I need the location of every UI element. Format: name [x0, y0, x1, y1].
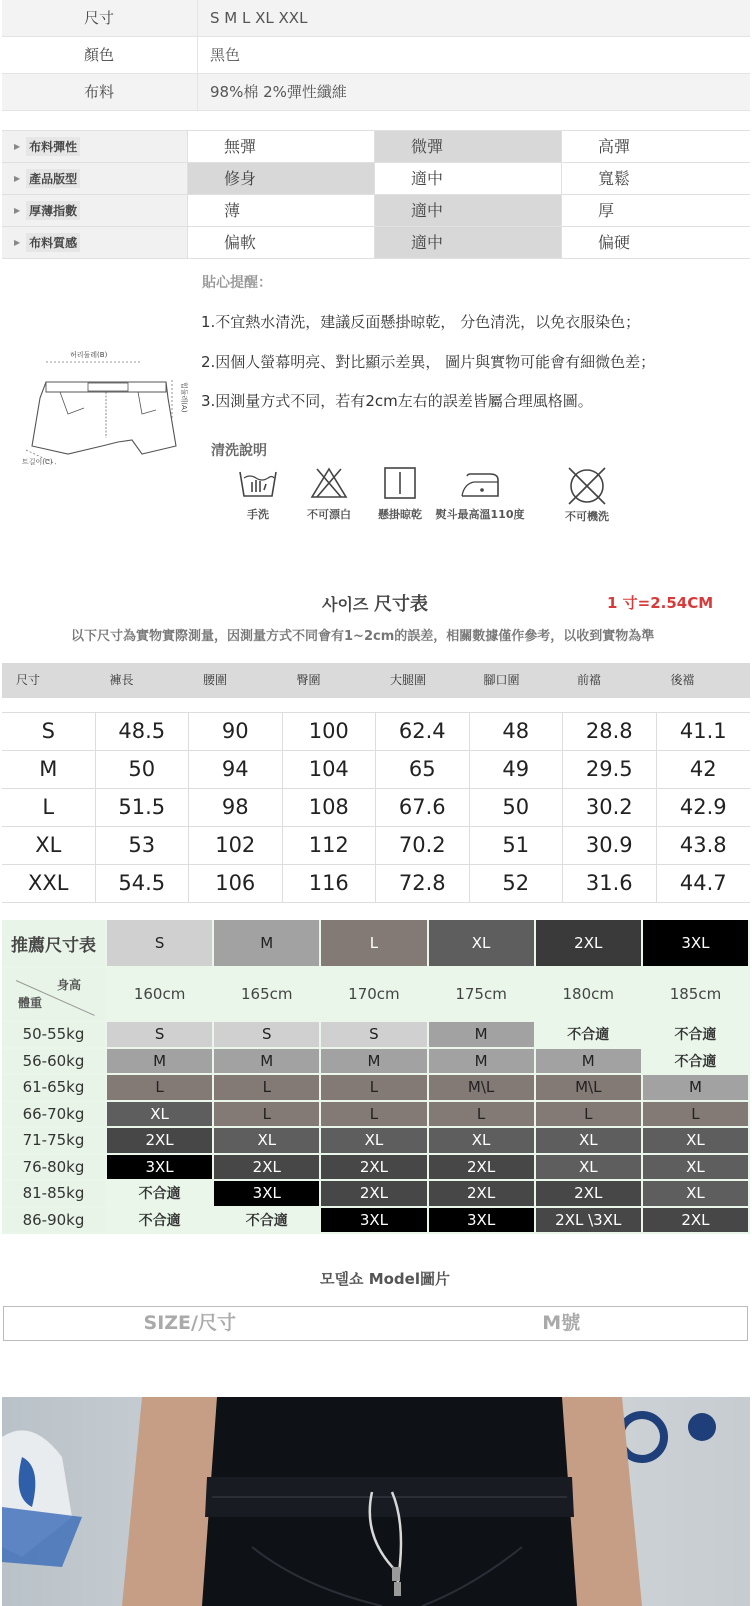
size-header-cell: 臀圍 — [296, 673, 321, 687]
recommend-cell: XL — [643, 1155, 750, 1182]
triangle-icon: ▶ — [14, 174, 21, 183]
size-table-cell: 29.5 — [563, 751, 657, 788]
recommend-weight-cell: 81-85kg — [2, 1181, 107, 1208]
shorts-measure-diagram — [20, 350, 190, 484]
diagram-length-label: 트길이(C) — [22, 458, 53, 466]
size-chart-title — [322, 590, 428, 616]
recommend-cell: L — [321, 1102, 428, 1129]
recommend-cell: M — [429, 1022, 536, 1049]
wash-title: 清洗說明 — [211, 443, 267, 459]
size-table-cell: 116 — [283, 865, 377, 902]
recommend-cell: 2XL — [429, 1155, 536, 1182]
inch-conversion-note: 1 寸=2.54CM — [607, 594, 714, 612]
recommend-height-cell: 185cm — [643, 968, 750, 1022]
no-machine-wash-icon — [567, 466, 607, 506]
recommend-cell: 2XL — [429, 1181, 536, 1208]
recommend-height-cell: 180cm — [536, 968, 643, 1022]
attr-option: 寬鬆 — [598, 169, 631, 188]
tip-item: 2.因個人螢幕明亮、對比顯示差異， 圖片與實物可能會有細微色差； — [201, 353, 656, 371]
size-table-cell: M — [2, 751, 96, 788]
size-header-cell: 腰圍 — [203, 673, 228, 687]
size-chart-note: 以下尺寸為實物實際測量，因測量方式不同會有1~2cm的誤差，相關數據僅作參考，以收到實物為準 — [71, 629, 655, 644]
recommend-cell: 2XL — [107, 1128, 214, 1155]
recommend-size-cell: 2XL — [536, 920, 643, 968]
size-table-cell: 44.7 — [679, 871, 727, 895]
recommend-cell: 不合適 — [536, 1022, 643, 1049]
triangle-icon: ▶ — [14, 206, 21, 215]
spec-row-fabric — [2, 74, 750, 111]
recommend-weight-cell: 56-60kg — [2, 1049, 107, 1076]
size-table-cell: 53 — [96, 827, 190, 864]
hang-dry-icon — [380, 466, 420, 500]
triangle-icon: ▶ — [14, 238, 21, 247]
fabric-attribute-table — [2, 130, 750, 259]
size-table-cell: S — [2, 713, 96, 750]
care-no-bleach: 不可漂白 — [279, 466, 379, 522]
recommend-cell: M — [107, 1049, 214, 1076]
spec-row-color — [2, 37, 750, 74]
recommend-cell: XL — [643, 1181, 750, 1208]
iron-icon — [458, 466, 502, 500]
recommend-weight-row — [2, 1022, 750, 1049]
size-chart-title-zh: 尺寸表 — [373, 594, 428, 615]
recommend-weight-cell: 71-75kg — [2, 1128, 107, 1155]
recommend-cell: M — [321, 1049, 428, 1076]
size-header-cell: 後襠 — [670, 673, 695, 687]
attr-row-texture — [2, 227, 750, 259]
recommend-weight-cell: 66-70kg — [2, 1102, 107, 1129]
size-header-cell: 褲長 — [109, 673, 134, 687]
recommend-cell: M — [643, 1075, 750, 1102]
recommend-cell: 不合適 — [643, 1022, 750, 1049]
recommend-cell: 2XL \3XL — [536, 1208, 643, 1235]
recommend-cell: M — [536, 1049, 643, 1076]
hand-wash-icon — [238, 466, 278, 500]
recommend-cell: L — [214, 1075, 321, 1102]
attr-option: 厚 — [598, 201, 615, 220]
attr-option-selected: 修身 — [188, 163, 375, 194]
spec-label: 尺寸 — [2, 0, 198, 36]
size-table-cell: 30.2 — [563, 789, 657, 826]
recommend-cell: M — [429, 1049, 536, 1076]
tip-item: 1.不宜熱水清洗，建議反面懸掛晾乾， 分色清洗，以免衣服染色； — [201, 313, 641, 331]
spec-label: 布料 — [2, 74, 198, 110]
recommend-cell: 不合適 — [214, 1208, 321, 1235]
recommend-corner-cell — [2, 968, 107, 1022]
recommend-cell: L — [643, 1102, 750, 1129]
size-table-cell: 51.5 — [96, 789, 190, 826]
recommend-cell: XL — [536, 1128, 643, 1155]
size-table-row — [2, 713, 750, 751]
recommend-cell: 3XL — [107, 1155, 214, 1182]
care-iron: 熨斗最高溫110度 — [430, 466, 530, 522]
size-table-cell: 50 — [470, 789, 564, 826]
size-table-cell: 30.9 — [563, 827, 657, 864]
attr-option-selected: 適中 — [375, 227, 562, 258]
attr-option: 無彈 — [188, 131, 375, 162]
recommend-size-cell: M — [214, 920, 321, 968]
attr-option: 薄 — [188, 195, 375, 226]
size-table-body — [2, 712, 750, 903]
recommend-cell: XL — [536, 1155, 643, 1182]
recommend-weight-row — [2, 1181, 750, 1208]
spec-value: S M L XL XXL — [210, 9, 308, 27]
recommend-weight-row — [2, 1208, 750, 1235]
attr-option: 偏硬 — [598, 233, 631, 252]
recommend-header-row — [2, 920, 750, 968]
size-table-cell: 62.4 — [376, 713, 470, 750]
recommend-cell: 2XL — [321, 1181, 428, 1208]
height-axis-label: 身高 — [56, 978, 81, 992]
care-hang-dry: 懸掛晾乾 — [350, 466, 450, 522]
recommend-title: 推薦尺寸表 — [11, 935, 96, 956]
recommend-cell: 3XL — [214, 1181, 321, 1208]
recommend-weight-row — [2, 1075, 750, 1102]
recommend-height-cell: 170cm — [321, 968, 428, 1022]
spec-table — [2, 0, 750, 111]
model-size-label: SIZE/尺寸 — [143, 1312, 236, 1334]
recommend-cell: L — [536, 1102, 643, 1129]
size-table-cell: 28.8 — [563, 713, 657, 750]
size-table-cell: 67.6 — [376, 789, 470, 826]
size-table-cell: 49 — [470, 751, 564, 788]
recommend-cell: M — [214, 1049, 321, 1076]
recommend-height-row — [2, 968, 750, 1022]
recommend-cell: 不合適 — [107, 1208, 214, 1235]
spec-label: 顏色 — [2, 37, 198, 73]
recommend-cell: XL — [107, 1102, 214, 1129]
recommend-cell: XL — [643, 1128, 750, 1155]
care-no-machine-wash: 不可機洗 — [537, 466, 637, 524]
recommend-cell: 2XL — [643, 1208, 750, 1235]
spec-value: 黑色 — [210, 46, 241, 64]
size-table-cell: 43.8 — [679, 833, 727, 857]
attr-label: ▶ 產品版型 — [2, 163, 188, 194]
size-table-cell: XXL — [2, 865, 96, 902]
attr-label: ▶ 布料彈性 — [2, 131, 188, 162]
attr-option-selected: 微彈 — [375, 131, 562, 162]
size-table-cell: 52 — [470, 865, 564, 902]
recommend-cell: L — [321, 1075, 428, 1102]
size-header-cell: 大腿圍 — [390, 673, 427, 687]
care-hand-wash: 手洗 — [208, 466, 308, 522]
size-table-row — [2, 865, 750, 903]
size-table-cell: 100 — [283, 713, 377, 750]
recommend-cell: XL — [214, 1128, 321, 1155]
recommend-size-cell: S — [107, 920, 214, 968]
recommend-cell: 不合適 — [643, 1049, 750, 1076]
size-table-cell: 90 — [189, 713, 283, 750]
size-table-header — [2, 663, 750, 698]
spec-value: 98%棉 2%彈性纖維 — [210, 83, 347, 101]
recommend-size-cell: L — [321, 920, 428, 968]
size-table-cell: L — [2, 789, 96, 826]
size-table-row — [2, 789, 750, 827]
size-table-cell: 70.2 — [376, 827, 470, 864]
attr-row-elasticity — [2, 131, 750, 163]
attr-row-thickness — [2, 195, 750, 227]
recommend-cell: XL — [429, 1128, 536, 1155]
size-table-cell: 41.1 — [679, 719, 727, 743]
attr-option: 偏軟 — [188, 227, 375, 258]
size-header-cell: 前襠 — [577, 673, 602, 687]
size-table-cell: 104 — [283, 751, 377, 788]
size-table-cell: 98 — [189, 789, 283, 826]
recommend-weight-cell: 86-90kg — [2, 1208, 107, 1235]
size-table-row — [2, 751, 750, 789]
model-photo — [2, 1397, 750, 1606]
size-table-cell: 102 — [189, 827, 283, 864]
size-table-cell: 48 — [470, 713, 564, 750]
size-table-cell: 65 — [376, 751, 470, 788]
model-size-box — [3, 1306, 748, 1341]
size-header-cell: 尺寸 — [16, 673, 41, 687]
recommend-height-cell: 165cm — [214, 968, 321, 1022]
recommend-size-cell: XL — [429, 920, 536, 968]
tips-title: 貼心提醒： — [202, 275, 272, 291]
size-table-row — [2, 827, 750, 865]
recommend-weight-cell: 50-55kg — [2, 1022, 107, 1049]
recommend-cell: M\L — [429, 1075, 536, 1102]
attr-option-selected: 適中 — [375, 195, 562, 226]
size-table-cell: 51 — [470, 827, 564, 864]
recommend-cell: S — [321, 1022, 428, 1049]
recommend-height-cell: 160cm — [107, 968, 214, 1022]
diagram-waist-label: 허리둘레(B) — [70, 351, 108, 359]
size-table-cell: 108 — [283, 789, 377, 826]
recommend-cell: L — [214, 1102, 321, 1129]
size-table-cell: 31.6 — [563, 865, 657, 902]
size-chart-title-ko: 사이즈 — [322, 595, 369, 614]
recommend-cell: S — [214, 1022, 321, 1049]
size-table-cell: 48.5 — [96, 713, 190, 750]
recommend-cell: 不合適 — [107, 1181, 214, 1208]
attr-row-fit — [2, 163, 750, 195]
size-table-cell: 50 — [96, 751, 190, 788]
recommend-weight-row — [2, 1155, 750, 1182]
recommend-cell: XL — [321, 1128, 428, 1155]
size-header-cell: 腳口圍 — [483, 673, 520, 687]
size-table-cell: 112 — [283, 827, 377, 864]
size-table-cell: 72.8 — [376, 865, 470, 902]
recommend-cell: 2XL — [321, 1155, 428, 1182]
attr-option: 高彈 — [598, 137, 631, 156]
recommend-weight-row — [2, 1049, 750, 1076]
recommend-cell: 2XL — [536, 1181, 643, 1208]
weight-axis-label: 體重 — [18, 996, 43, 1010]
size-table-cell: 106 — [189, 865, 283, 902]
attr-option: 適中 — [375, 163, 562, 194]
spec-row-size — [2, 0, 750, 37]
recommend-cell: 3XL — [321, 1208, 428, 1235]
recommend-cell: 2XL — [214, 1155, 321, 1182]
diagram-hip-label: 힙둘레(A) — [180, 382, 188, 413]
model-title: 모델쇼 Model圖片 — [320, 1270, 450, 1288]
no-bleach-icon — [309, 466, 349, 500]
triangle-icon: ▶ — [14, 142, 21, 151]
recommend-body — [2, 1022, 750, 1234]
size-table-cell: 42 — [689, 757, 717, 781]
size-table-cell: 42.9 — [679, 795, 727, 819]
recommend-height-cell: 175cm — [429, 968, 536, 1022]
recommend-size-table — [2, 920, 750, 1234]
recommend-cell: S — [107, 1022, 214, 1049]
model-size-value: M號 — [542, 1312, 581, 1334]
recommend-title-cell — [2, 920, 107, 968]
recommend-weight-row — [2, 1128, 750, 1155]
size-table-cell: XL — [2, 827, 96, 864]
recommend-weight-cell: 76-80kg — [2, 1155, 107, 1182]
size-table-cell: 54.5 — [96, 865, 190, 902]
recommend-cell: L — [107, 1075, 214, 1102]
size-table-cell: 94 — [189, 751, 283, 788]
recommend-cell: M\L — [536, 1075, 643, 1102]
attr-label: ▶ 布料質感 — [2, 227, 188, 258]
recommend-cell: L — [429, 1102, 536, 1129]
recommend-size-cell: 3XL — [643, 920, 750, 968]
recommend-weight-cell: 61-65kg — [2, 1075, 107, 1102]
tip-item: 3.因測量方式不同，若有2cm左右的誤差皆屬合理風格圖。 — [201, 392, 593, 410]
recommend-cell: 3XL — [429, 1208, 536, 1235]
attr-label: ▶ 厚薄指數 — [2, 195, 188, 226]
recommend-weight-row — [2, 1102, 750, 1129]
